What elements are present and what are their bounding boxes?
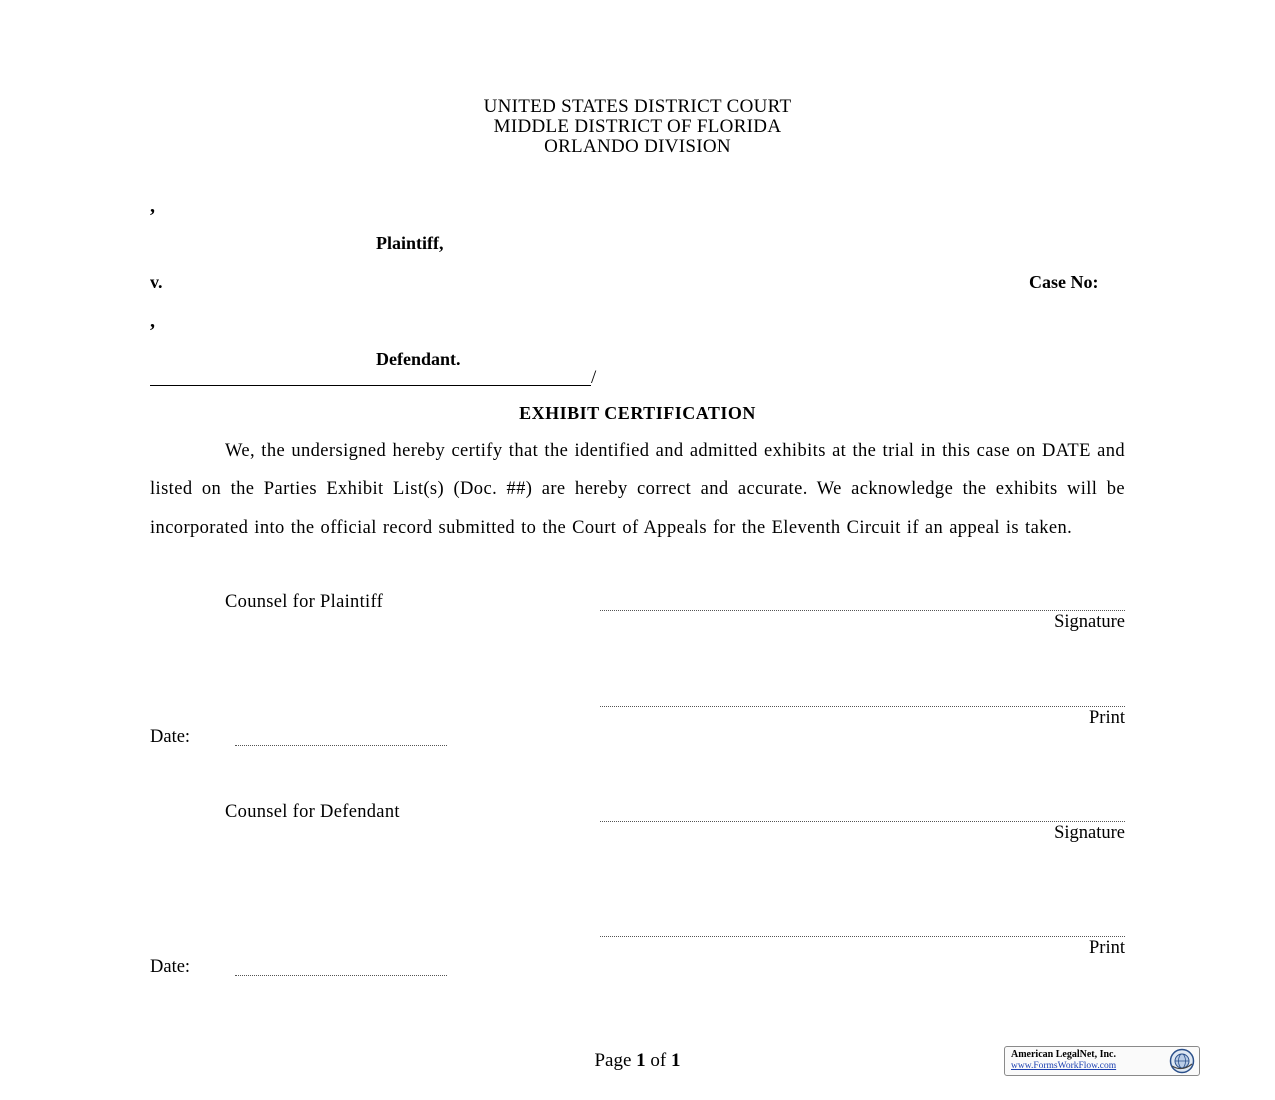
plaintiff-signature-line[interactable] (600, 610, 1125, 611)
defendant-signature-line[interactable] (600, 821, 1125, 822)
defendant-date-line[interactable] (235, 975, 447, 976)
logo-url-link[interactable]: www.FormsWorkFlow.com (1011, 1061, 1117, 1071)
court-name: UNITED STATES DISTRICT COURT (483, 96, 792, 117)
plaintiff-date-line[interactable] (235, 745, 447, 746)
logo-company-name: American LegalNet, Inc. (1011, 1049, 1116, 1060)
counsel-plaintiff-label: Counsel for Plaintiff (225, 592, 384, 612)
defendant-date-label: Date: (150, 957, 191, 977)
plaintiff-date-label: Date: (150, 727, 191, 747)
page-total: 1 (671, 1050, 681, 1071)
plaintiff-print-label: Print (1089, 708, 1125, 728)
plaintiff-name-comma: , (150, 195, 155, 217)
defendant-print-line[interactable] (600, 936, 1125, 937)
court-district: MIDDLE DISTRICT OF FLORIDA (493, 116, 782, 137)
american-legalnet-logo[interactable] (1004, 1046, 1200, 1076)
counsel-defendant-label: Counsel for Defendant (225, 802, 400, 822)
plaintiff-label: Plaintiff, (376, 233, 444, 253)
defendant-label: Defendant. (376, 349, 461, 369)
certification-text: We, the undersigned hereby certify that the identified and admitted exhibits at the trial in this case on DATE and listed on the Parties Exhibit List(s) (Doc. ##) are hereby correct and accurate. We acknowledge the exhibits will be incorporated into the official record submitted to the Court of Appeals for the Eleventh Circuit if an appeal is taken. (150, 441, 1125, 538)
page-of: of (650, 1050, 667, 1071)
defendant-signature-label: Signature (1054, 823, 1125, 843)
globe-icon (1169, 1048, 1195, 1074)
court-header (0, 97, 1275, 157)
page-current: 1 (636, 1050, 646, 1071)
case-number-label: Case No: (1029, 272, 1099, 292)
plaintiff-signature-label: Signature (1054, 612, 1125, 632)
caption-slash: / (591, 367, 597, 388)
certification-paragraph (150, 432, 1125, 547)
court-division: ORLANDO DIVISION (544, 136, 731, 157)
versus-label: v. (150, 272, 163, 292)
plaintiff-print-line[interactable] (600, 706, 1125, 707)
page-word: Page (594, 1050, 632, 1071)
caption-rule (150, 385, 591, 386)
document-title: EXHIBIT CERTIFICATION (519, 403, 756, 423)
defendant-print-label: Print (1089, 938, 1125, 958)
defendant-name-comma: , (150, 310, 155, 332)
